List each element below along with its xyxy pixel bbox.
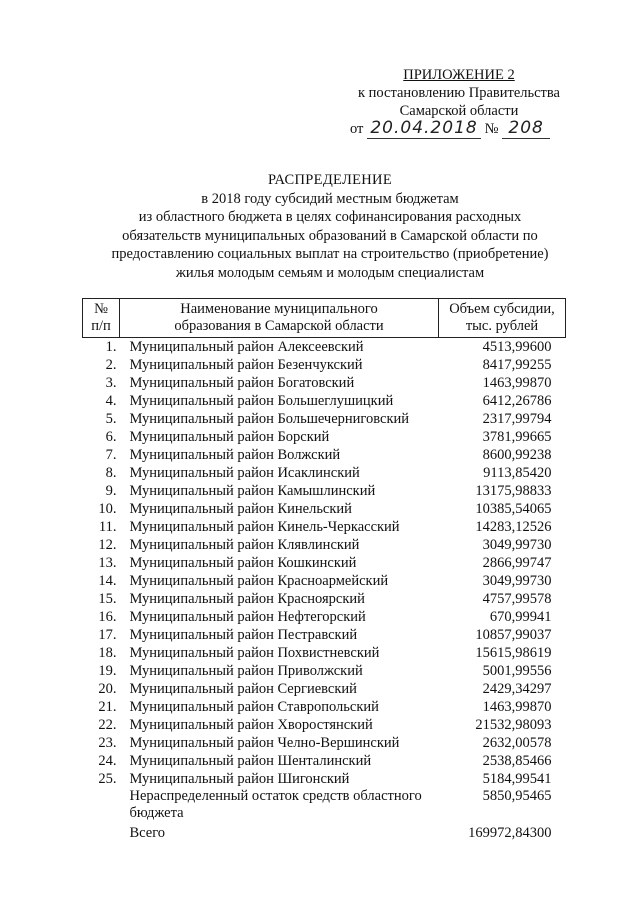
row-name: Муниципальный район Хворостянский [129, 717, 373, 733]
row-number: 6. [105, 429, 117, 445]
table-row [83, 410, 566, 428]
row-number: 24. [98, 753, 117, 769]
table-row [83, 338, 566, 357]
header-num-line-2: п/п [91, 318, 111, 334]
row-number: 8. [105, 465, 117, 481]
table-row [83, 698, 566, 716]
row-value: 1463,99870 [482, 375, 552, 391]
remainder-label-line-1: Нераспределенный остаток средств областного [129, 788, 422, 804]
row-value: 3049,99730 [482, 573, 552, 589]
table-row [83, 464, 566, 482]
row-value: 3049,99730 [482, 537, 552, 553]
row-number: 17. [98, 627, 117, 643]
row-number: 20. [98, 681, 117, 697]
row-number: 10. [98, 501, 117, 517]
header-name-line-2: образования в Самарской области [174, 318, 384, 334]
row-name: Муниципальный район Пестравский [129, 627, 358, 643]
row-name: Муниципальный район Челно-Вершинский [129, 735, 400, 751]
row-number: 25. [98, 771, 117, 787]
row-value: 10857,99037 [475, 627, 552, 643]
row-value: 10385,54065 [475, 501, 552, 517]
row-value: 2866,99747 [482, 555, 552, 571]
row-value: 3781,99665 [482, 429, 552, 445]
row-name: Муниципальный район Нефтегорский [129, 609, 366, 625]
row-name: Муниципальный район Исаклинский [129, 465, 360, 481]
row-value: 4513,99600 [482, 339, 552, 355]
row-value: 2632,00578 [482, 735, 552, 751]
number-prefix: № [484, 121, 499, 137]
total-row [83, 822, 566, 842]
total-value: 169972,84300 [468, 825, 552, 841]
row-value: 8600,99238 [482, 447, 552, 463]
appendix-line-1: к постановлению Правительства [358, 85, 560, 101]
row-value: 5184,99541 [482, 771, 552, 787]
row-name: Муниципальный район Волжский [129, 447, 341, 463]
date-prefix: от [350, 121, 364, 137]
table-row [83, 752, 566, 770]
row-number: 2. [105, 357, 117, 373]
row-name: Муниципальный район Похвистневский [129, 645, 380, 661]
row-name: Муниципальный район Клявлинский [129, 537, 360, 553]
header-value-line-1: Объем субсидии, [449, 301, 555, 317]
row-number: 9. [105, 483, 117, 499]
remainder-label [120, 788, 439, 822]
row-number: 18. [98, 645, 117, 661]
row-number: 11. [98, 519, 117, 535]
row-number: 7. [105, 447, 117, 463]
row-number: 13. [98, 555, 117, 571]
row-name: Муниципальный район Борский [129, 429, 330, 445]
row-number: 4. [105, 393, 117, 409]
remainder-row [83, 788, 566, 822]
table-row [83, 536, 566, 554]
table-row [83, 716, 566, 734]
row-value: 15615,98619 [475, 645, 552, 661]
row-value: 14283,12526 [475, 519, 552, 535]
remainder-value: 5850,95465 [482, 788, 552, 804]
row-number: 21. [98, 699, 117, 715]
row-name: Муниципальный район Красноармейский [129, 573, 389, 589]
table-row [83, 590, 566, 608]
row-name: Муниципальный район Большеглушицкий [129, 393, 394, 409]
heading-line: жилья молодым семьям и молодым специалистам [175, 264, 485, 281]
row-number: 15. [98, 591, 117, 607]
heading-line: предоставлению социальных выплат на строительство (приобретение) [111, 246, 549, 262]
header-name [120, 299, 439, 338]
row-name: Муниципальный район Кинельский [129, 501, 352, 517]
row-value: 4757,99578 [482, 591, 552, 607]
document-heading [80, 171, 580, 282]
header-value-line-2: тыс. рублей [465, 318, 539, 334]
row-number: 22. [98, 717, 117, 733]
row-number: 19. [98, 663, 117, 679]
heading-line: в 2018 году субсидий местным бюджетам [201, 190, 459, 207]
header-value [439, 299, 566, 338]
row-name: Муниципальный район Шигонский [129, 771, 350, 787]
table-row [83, 734, 566, 752]
header-name-line-1: Наименование муниципального [180, 301, 378, 317]
row-name: Муниципальный район Ставропольский [129, 699, 379, 715]
document-title: РАСПРЕДЕЛЕНИЕ [268, 172, 392, 188]
row-number: 3. [105, 375, 117, 391]
header-num-line-1: № [94, 301, 108, 317]
appendix-line-2: Самарской области [399, 103, 519, 119]
row-value: 6412,26786 [482, 393, 552, 409]
table-row [83, 644, 566, 662]
table-row [83, 518, 566, 536]
date-number-line [350, 118, 550, 139]
appendix-block [358, 66, 560, 120]
table-row [83, 626, 566, 644]
table-row [83, 680, 566, 698]
row-number: 12. [98, 537, 117, 553]
handwritten-number: 208 [508, 118, 544, 138]
appendix-title: ПРИЛОЖЕНИЕ 2 [403, 67, 515, 83]
row-name: Муниципальный район Сергиевский [129, 681, 357, 697]
row-value: 2429,34297 [482, 681, 552, 697]
row-name: Муниципальный район Камышлинский [129, 483, 376, 499]
row-name: Муниципальный район Большечерниговский [129, 411, 410, 427]
heading-line: обязательств муниципальных образований в Самарской области по [122, 227, 538, 244]
date-field [367, 118, 481, 139]
number-field [502, 118, 550, 139]
table-row [83, 770, 566, 788]
remainder-label-line-2: бюджета [129, 805, 184, 821]
table-row [83, 356, 566, 374]
row-value: 2317,99794 [482, 411, 552, 427]
row-name: Муниципальный район Алексеевский [129, 339, 364, 355]
table-row [83, 374, 566, 392]
total-num [83, 822, 120, 842]
row-number: 16. [98, 609, 117, 625]
table-row [83, 428, 566, 446]
table-body [83, 338, 566, 789]
table-row [83, 500, 566, 518]
header-num [83, 299, 120, 338]
row-name: Муниципальный район Шенталинский [129, 753, 372, 769]
table-header-row [83, 299, 566, 338]
table-row [83, 446, 566, 464]
row-number: 23. [98, 735, 117, 751]
subsidy-table [82, 298, 566, 842]
table-row [83, 392, 566, 410]
row-name: Муниципальный район Красноярский [129, 591, 365, 607]
row-value: 1463,99870 [482, 699, 552, 715]
total-label: Всего [129, 825, 166, 841]
row-name: Муниципальный район Приволжский [129, 663, 363, 679]
table-row [83, 482, 566, 500]
table-row [83, 572, 566, 590]
row-number: 1. [105, 339, 117, 355]
row-number: 14. [98, 573, 117, 589]
table-row [83, 608, 566, 626]
row-name: Муниципальный район Богатовский [129, 375, 355, 391]
row-name: Муниципальный район Безенчукский [129, 357, 363, 373]
row-value: 13175,98833 [475, 483, 552, 499]
row-value: 2538,85466 [482, 753, 552, 769]
handwritten-date: 20.04.2018 [370, 118, 478, 138]
row-number: 5. [105, 411, 117, 427]
row-value: 8417,99255 [482, 357, 552, 373]
row-name: Муниципальный район Кошкинский [129, 555, 357, 571]
row-value: 670,99941 [489, 609, 552, 625]
row-value: 9113,85420 [483, 465, 552, 481]
table-row [83, 662, 566, 680]
row-value: 5001,99556 [482, 663, 552, 679]
row-value: 21532,98093 [475, 717, 552, 733]
table-row [83, 554, 566, 572]
table-footer [83, 788, 566, 842]
remainder-num [83, 788, 120, 822]
row-name: Муниципальный район Кинель-Черкасский [129, 519, 400, 535]
heading-line: из областного бюджета в целях софинансирования расходных [138, 209, 522, 225]
